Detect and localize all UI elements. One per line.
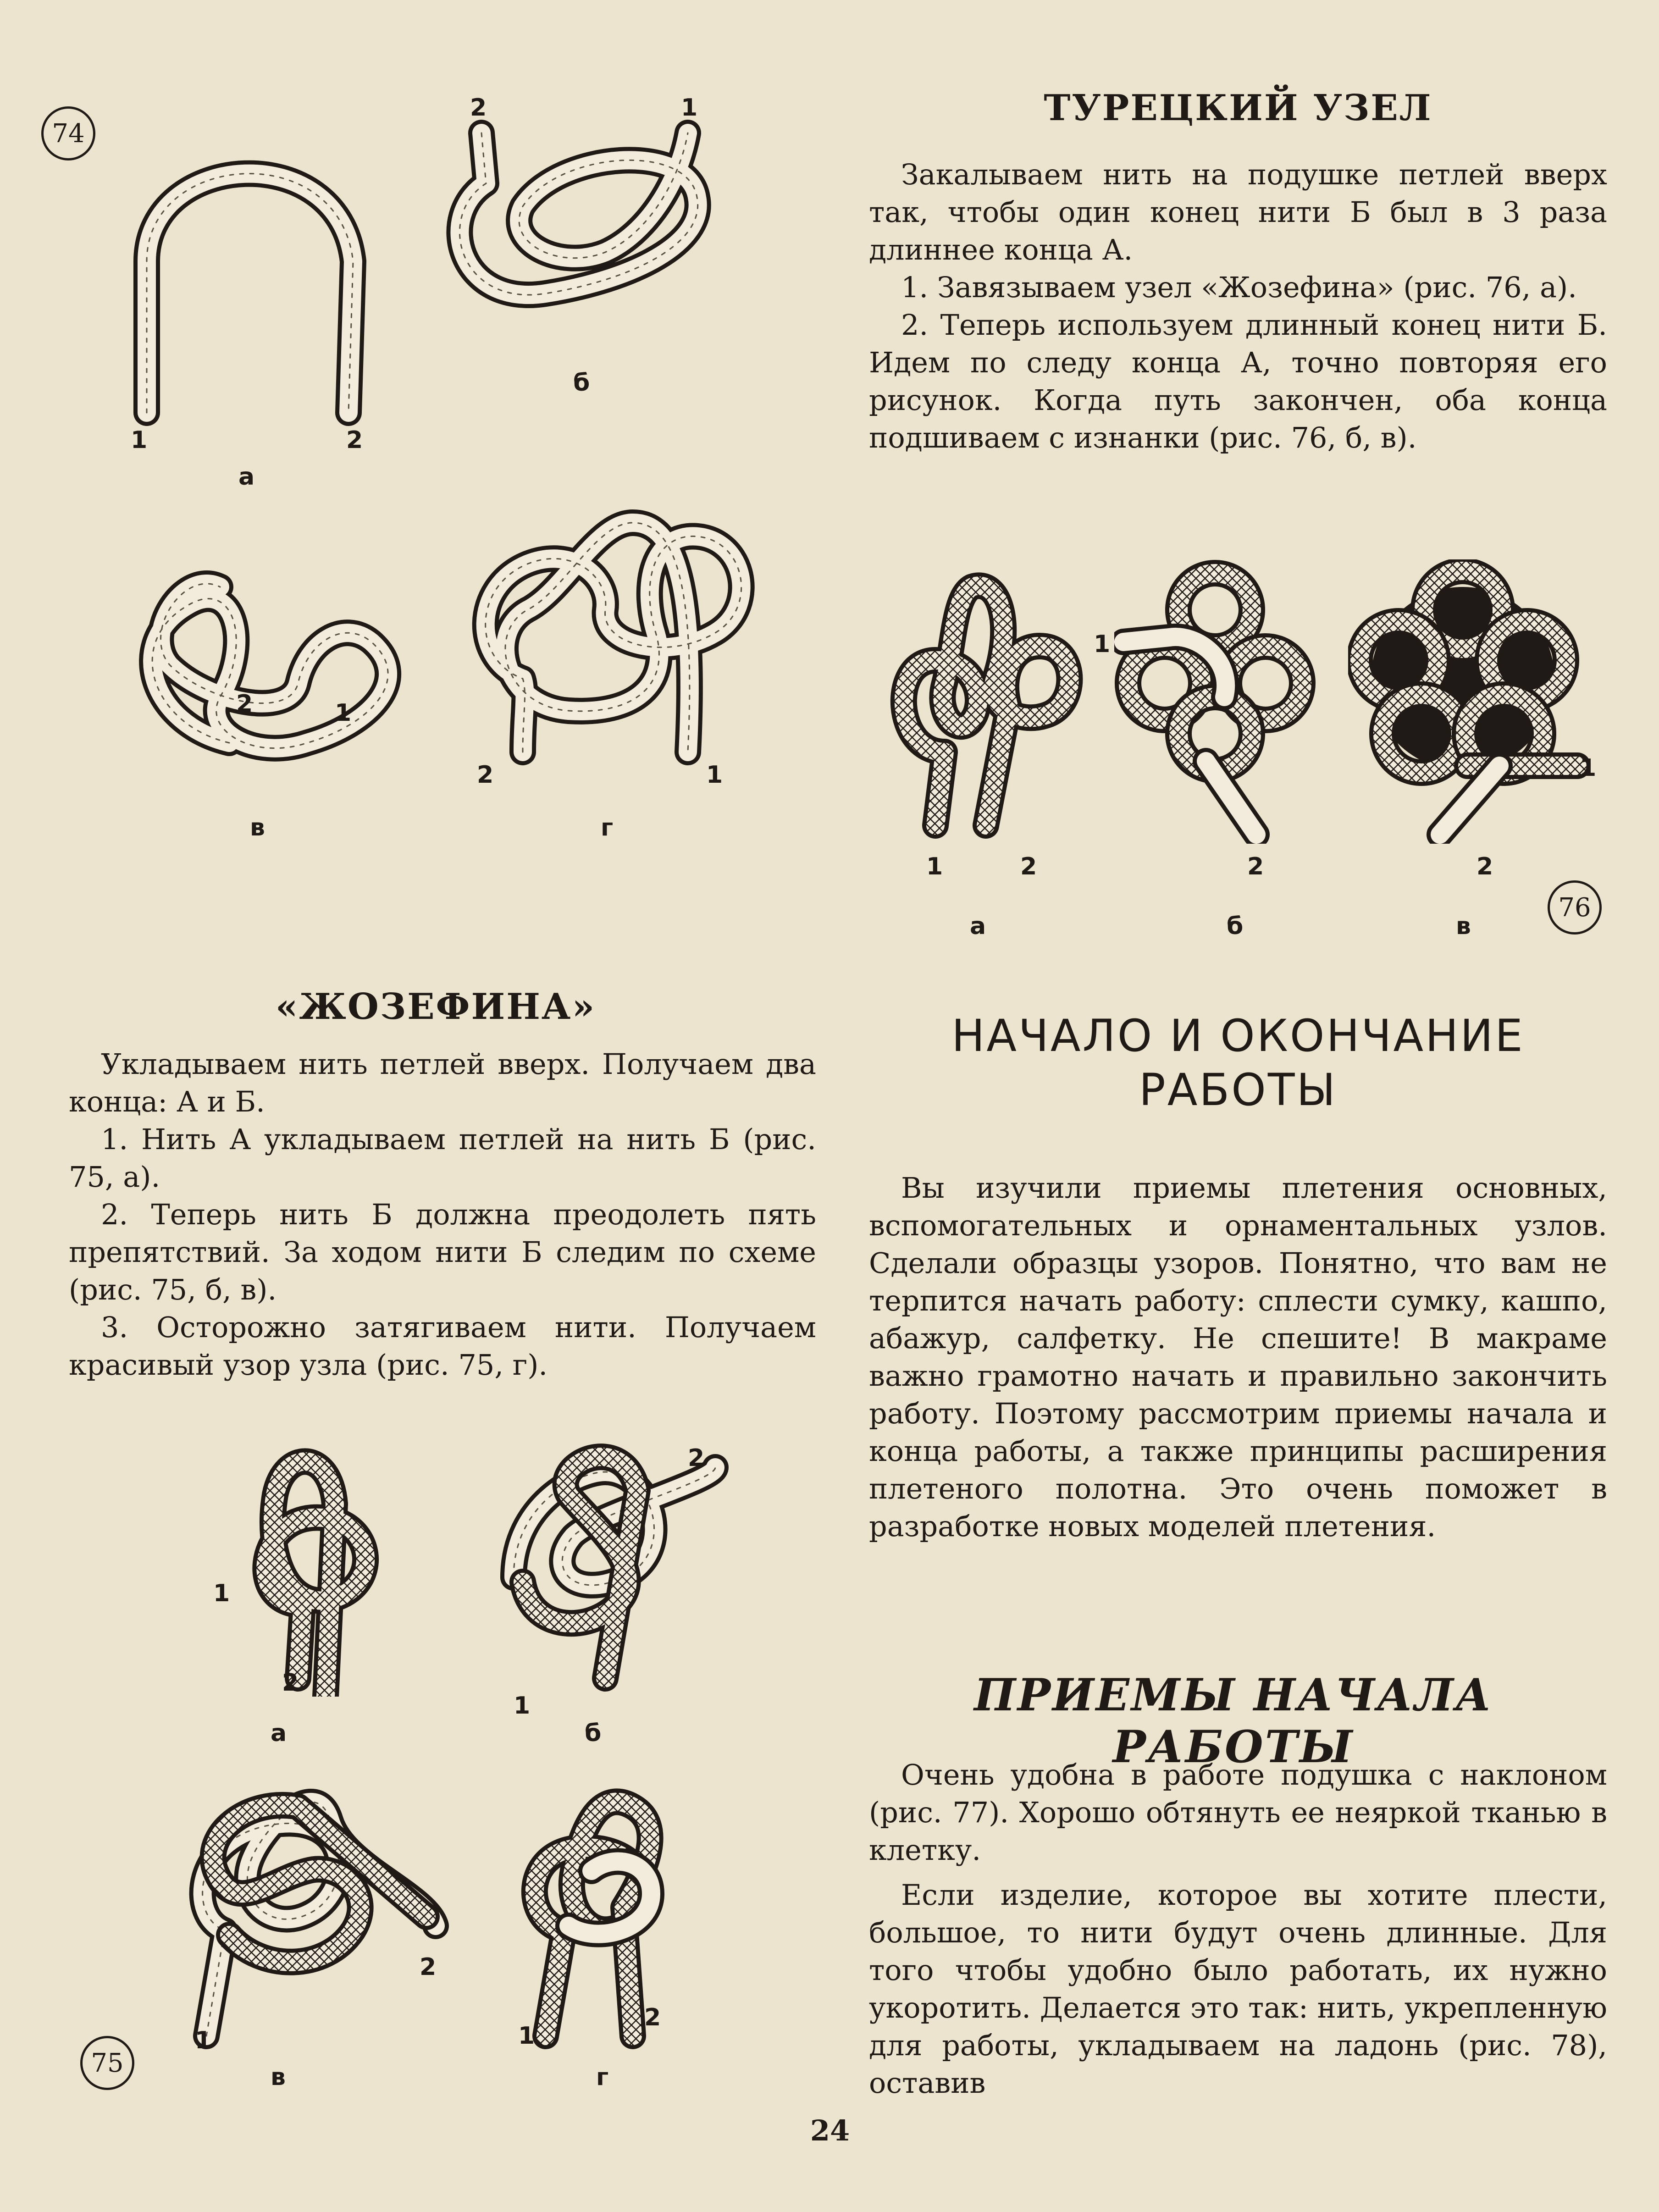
josephine-p2: 1. Нить А укладываем петлей на нить Б (рис. 75, а). [69,1123,816,1194]
fig75a-caption: а [271,1720,287,1747]
fig76b-caption: б [1227,912,1244,940]
techniques-title: ПРИЕМЫ НАЧАЛА РАБОТЫ [974,1669,1493,1773]
figure-74b-rope [440,115,724,371]
fig74b-end-2: 2 [470,94,487,122]
fig74v-caption: в [250,814,265,841]
start-end-heading [871,1009,1605,1117]
josephine-p4: 3. Осторожно затягиваем нити. Получаем красивый узор узла (рис. 75, г). [69,1311,816,1382]
fig76a-end-2: 2 [1020,853,1037,880]
start-end-p1: Вы изучили приемы плетения основных, вспомогательных и орнаментальных узлов. Сделали образцы узоров. Понятно, что вам не терпится начать работу: сплести сумку, кашпо, абажур, салфетку. Не спешите! В макраме важно грамотно начать и правильно закончить работу. Поэтому рассмотрим приемы начала и конца работы, а также принципы расширения плетеного полотна. Это очень поможет в разработке новых моделей плетения. [869,1171,1607,1543]
fig76v-end-1: 1 [1580,754,1597,782]
fig75a-end-2: 2 [282,1669,299,1697]
turkish-title: ТУРЕЦКИЙ УЗЕЛ [1044,87,1432,129]
josephine-text [69,1045,816,1384]
fig74a-end-1: 1 [131,426,148,454]
fig75a-end-1: 1 [213,1580,230,1607]
fig75g-end-2: 2 [644,2004,661,2031]
techniques-text [869,1756,1607,2102]
figure-75v-rope [179,1779,454,2063]
fig76v-caption: в [1456,912,1471,940]
figure-75g-rope [495,1779,706,2054]
fig75g-end-1: 1 [518,2022,535,2050]
fig74v-end-2: 2 [236,690,253,718]
fig76v-end-2: 2 [1477,853,1493,880]
figure-75a-rope [220,1440,422,1697]
fig74a-caption: а [238,463,255,491]
turkish-p3: 2. Теперь используем длинный конец нити Б. Идем по следу конца А, точно повторяя его рисунок. Когда путь закончен, оба конца подшиваем с изнанки (рис. 76, б, в). [869,308,1607,454]
techniques-p1: Очень удобна в работе подушка с наклоном (рис. 77). Хорошо обтянуть ее неяркой тканью в клетку. [869,1758,1607,1867]
fig75g-caption: г [596,2063,609,2091]
fig76a-caption: а [970,912,986,940]
fig75b-end-1: 1 [514,1692,531,1720]
techniques-p2: Если изделие, которое вы хотите плести, большое, то нити будут очень длинные. Для того чтобы удобно было работать, их нужно укоротить. Делается это так: нить, укрепленную для работы, укладываем на ладонь (рис. 78), оставив [869,1878,1607,2100]
page-number: 24 [810,2114,850,2147]
fig74b-caption: б [573,369,590,397]
figure-74v-rope [115,550,426,798]
start-end-text [869,1169,1607,1545]
fig74g-end-2: 2 [477,761,494,789]
figure-76v-rope [1348,559,1605,844]
fig74a-end-2: 2 [346,426,363,454]
fig76b-end-1: 1 [1094,630,1111,658]
fig74g-caption: г [601,814,614,841]
figure-74-number: 74 [41,106,95,160]
turkish-p2: 1. Завязываем узел «Жозефина» (рис. 76, а). [901,271,1577,304]
fig74g-end-1: 1 [706,761,723,789]
fig75b-caption: б [585,1720,602,1747]
turkish-p1: Закалываем нить на подушке петлей вверх так, чтобы один конец нити Б был в 3 раза длиннее конца А. [869,158,1607,266]
fig74b-end-1: 1 [681,94,698,122]
fig75v-caption: в [271,2063,286,2091]
figure-76a-rope [880,569,1091,844]
fig75v-end-2: 2 [420,1953,437,1981]
fig74v-end-1: 1 [335,699,352,727]
figure-76b-rope [1114,559,1334,844]
fig75v-end-1: 1 [195,2027,212,2054]
figure-76-number: 76 [1548,880,1602,935]
fig76b-end-2: 2 [1247,853,1264,880]
turkish-text [869,156,1607,457]
josephine-p1: Укладываем нить петлей вверх. Получаем два конца: А и Б. [69,1047,816,1118]
start-end-title-line2: РАБОТЫ [1139,1064,1338,1116]
josephine-title: «ЖОЗЕФИНА» [275,986,596,1028]
josephine-p3: 2. Теперь нить Б должна преодолеть пять препятствий. За ходом нити Б следим по схеме (рис. 75, б, в). [69,1198,816,1306]
figure-74g-rope [459,495,770,770]
fig76a-end-1: 1 [926,853,943,880]
start-end-title-line1: НАЧАЛО И ОКОНЧАНИЕ [951,1010,1525,1062]
figure-75-number: 75 [80,2036,134,2090]
figure-74a-rope [105,110,390,440]
fig75b-end-2: 2 [688,1444,705,1472]
